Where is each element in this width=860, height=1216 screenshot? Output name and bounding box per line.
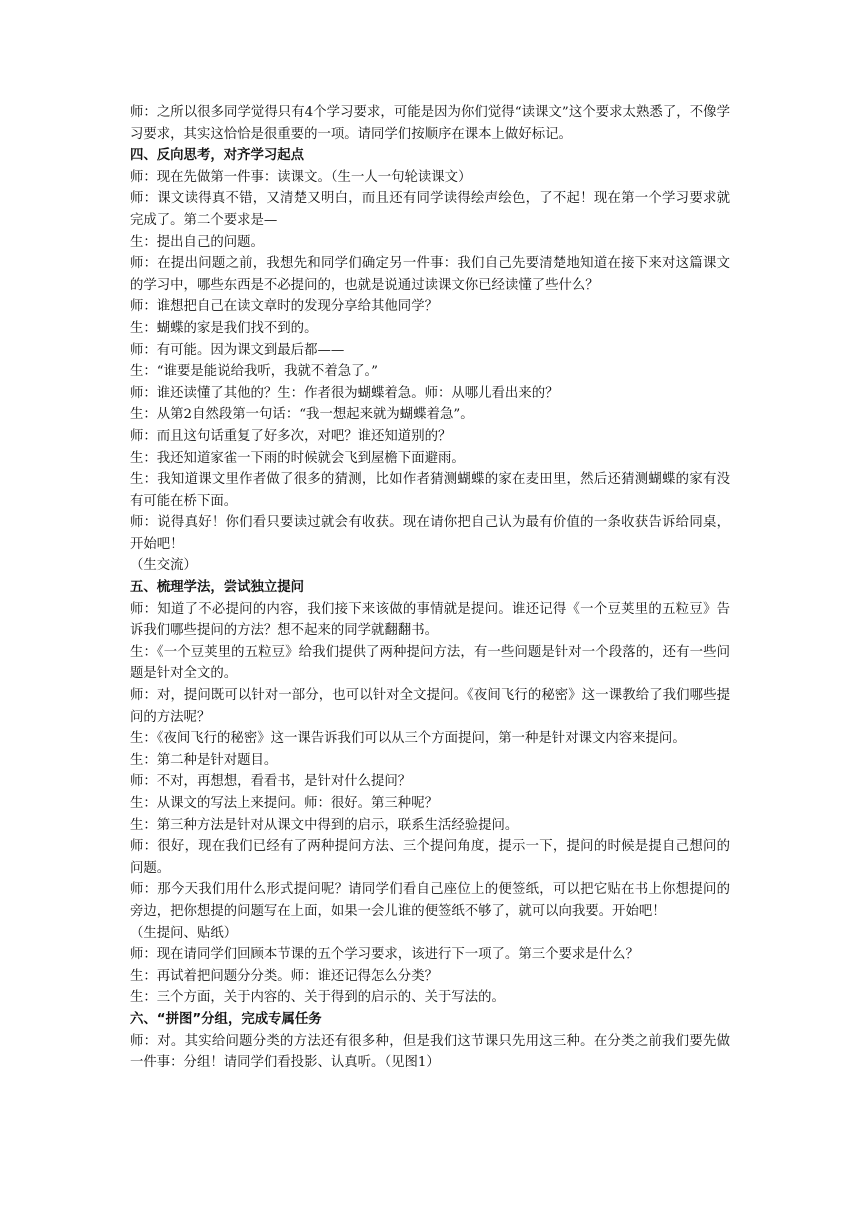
paragraph: 师：不对，再想想，看看书，是针对什么提问？ — [130, 774, 412, 790]
paragraph: 师：谁还读懂了其他的？生：作者很为蝴蝶着急。师：从哪儿看出来的？ — [130, 385, 559, 401]
paragraph: 师：知道了不必提问的内容，我们接下来该做的事情就是提问。谁还记得《一个豆荚里的五粒豆》告诉我们哪些提问的方法？想不起来的同学就翻翻书。 — [130, 601, 730, 639]
section-heading-4: 四、反向思考，对齐学习起点 — [130, 148, 305, 164]
paragraph: 生：从第2自然段第一句话：“我一想起来就为蝴蝶着急”。 — [130, 407, 474, 423]
paragraph: 生：我知道课文里作者做了很多的猜测，比如作者猜测蝴蝶的家在麦田里，然后还猜测蝴蝶的家有没有可能在桥下面。 — [130, 472, 730, 509]
paragraph: 师：很好，现在我们已经有了两种提问方法、三个提问角度，提示一下，提问的时候是提自己想问的问题。 — [130, 839, 730, 876]
paragraph: 师：课文读得真不错，又清楚又明白，而且还有同学读得绘声绘色，了不起！现在第一个学习要求就完成了。第二个要求是— — [130, 191, 730, 228]
section-heading-5: 五、梳理学法，尝试独立提问 — [130, 580, 305, 596]
paragraph: 师：对。其实给问题分类的方法还有很多种，但是我们这节课只先用这三种。在分类之前我们要先做一件事：分组！请同学们看投影、认真听。（见图1） — [130, 1033, 730, 1071]
paragraph: 师：之所以很多同学觉得只有4个学习要求，可能是因为你们觉得“读课文”这个要求太熟悉了，不像学习要求，其实这恰恰是很重要的一项。请同学们按顺序在课本上做好标记。 — [130, 105, 730, 142]
paragraph: 生：《一个豆荚里的五粒豆》给我们提供了两种提问方法，有一些问题是针对一个段落的，还有一些问题是针对全文的。 — [130, 644, 730, 682]
paragraph: 生：第二种是针对题目。 — [130, 752, 278, 768]
paragraph: 生：第三种方法是针对从课文中得到的启示，联系生活经验提问。 — [130, 817, 519, 833]
paragraph: 生：提出自己的问题。 — [130, 234, 264, 250]
paragraph: 生：我还知道家雀一下雨的时候就会飞到屋檐下面避雨。 — [130, 450, 465, 466]
paragraph: 生：再试着把问题分分类。师：谁还记得怎么分类？ — [130, 968, 438, 984]
document-page — [130, 102, 730, 1074]
section-heading-6: 六、“拼图”分组，完成专属任务 — [130, 1011, 322, 1027]
paragraph: 生：蝴蝶的家是我们找不到的。 — [130, 320, 318, 336]
paragraph: 师：在提出问题之前，我想先和同学们确定另一件事：我们自己先要清楚地知道在接下来对这篇课文的学习中，哪些东西是不必提问的，也就是说通过读课文你已经读懂了些什么？ — [130, 256, 730, 293]
paragraph: 生：“谁要是能说给我听，我就不着急了。” — [130, 364, 379, 380]
paragraph: 师：说得真好！你们看只要读过就会有收获。现在请你把自己认为最有价值的一条收获告诉给同桌，开始吧！ — [130, 515, 730, 552]
paragraph: 师：而且这句话重复了好多次，对吧？谁还知道别的？ — [130, 428, 452, 444]
paragraph: 师：那今天我们用什么形式提问呢？请同学们看自己座位上的便签纸，可以把它贴在书上你想提问的旁边，把你想提的问题写在上面，如果一会儿谁的便签纸不够了，就可以向我要。开始吧！ — [130, 882, 730, 919]
paragraph: 师：对，提问既可以针对一部分，也可以针对全文提问。《夜间飞行的秘密》这一课教给了我们哪些提问的方法呢？ — [130, 688, 730, 725]
paragraph: （生提问、贴纸） — [130, 925, 238, 941]
paragraph: （生交流） — [130, 558, 197, 574]
paragraph: 师：有可能。因为课文到最后都—— — [130, 342, 345, 358]
paragraph: 生：从课文的写法上来提问。师：很好。第三种呢？ — [130, 796, 438, 811]
paragraph: 生：三个方面，关于内容的、关于得到的启示的、关于写法的。 — [130, 990, 505, 1006]
paragraph: 生：《夜间飞行的秘密》这一课告诉我们可以从三个方面提问，第一种是针对课文内容来提问。 — [130, 731, 686, 747]
paragraph: 师：现在先做第一件事：读课文。（生一人一句轮读课文） — [130, 169, 472, 185]
paragraph: 师：现在请同学们回顾本节课的五个学习要求，该进行下一项了。第三个要求是什么？ — [130, 947, 639, 963]
paragraph: 师：谁想把自己在读文章时的发现分享给其他同学？ — [130, 299, 438, 315]
